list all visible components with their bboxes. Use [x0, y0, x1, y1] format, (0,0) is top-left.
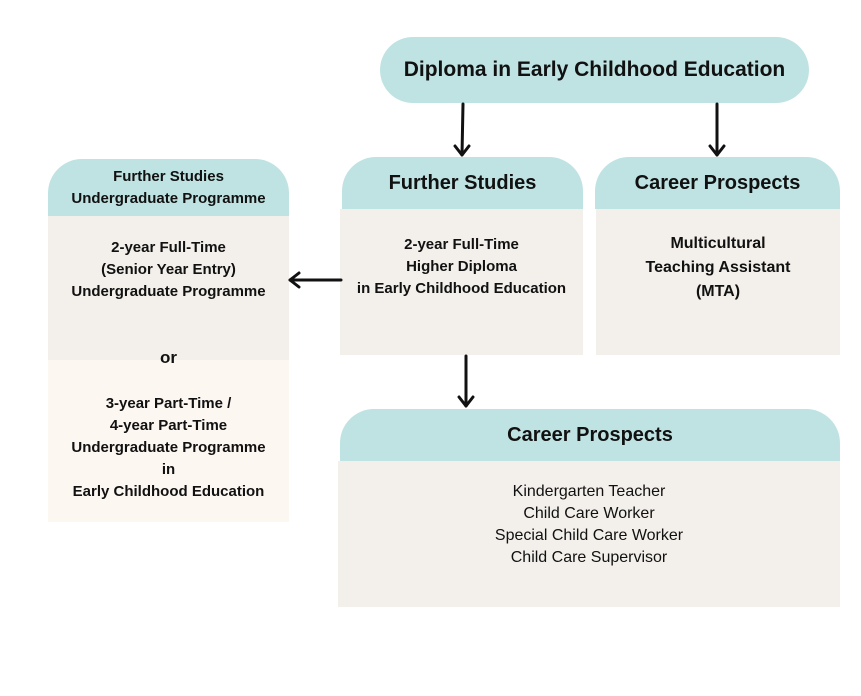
body-line: (MTA): [695, 283, 741, 300]
body-line: (Senior Year Entry): [101, 261, 236, 278]
career-item: Child Care Worker: [523, 505, 655, 522]
body-line: in: [161, 461, 176, 478]
body-line: Early Childhood Education: [72, 483, 265, 500]
career-item: Child Care Supervisor: [510, 549, 668, 566]
arrow-left-icon: [290, 273, 341, 287]
header-line: Undergraduate Programme: [71, 189, 266, 207]
body-line: 3-year Part-Time /: [105, 395, 232, 412]
arrow-down-icon: [710, 104, 724, 155]
body-line: Undergraduate Programme: [71, 439, 266, 456]
career-item: Special Child Care Worker: [494, 527, 684, 544]
diploma-title: Diploma in Early Childhood Education: [403, 58, 786, 81]
career-prospects-higher-header: Career Prospects: [340, 409, 840, 461]
career-item: Kindergarten Teacher: [512, 483, 666, 500]
career-prospects-header: Career Prospects: [595, 157, 840, 209]
body-line: 2-year Full-Time: [404, 236, 519, 253]
body-line: in Early Childhood Education: [356, 280, 567, 297]
or-separator: or: [160, 348, 177, 367]
body-line: Teaching Assistant: [645, 259, 791, 276]
body-line: Higher Diploma: [406, 258, 517, 275]
body-line: Multicultural: [670, 235, 766, 252]
arrow-down-icon: [455, 104, 469, 155]
body-line: 2-year Full-Time: [111, 239, 226, 256]
arrow-down-icon: [459, 356, 473, 406]
header-line: Further Studies: [113, 167, 224, 185]
body-line: 4-year Part-Time: [109, 417, 228, 434]
body-line: Undergraduate Programme: [71, 283, 266, 300]
further-studies-header: Further Studies: [342, 157, 583, 209]
